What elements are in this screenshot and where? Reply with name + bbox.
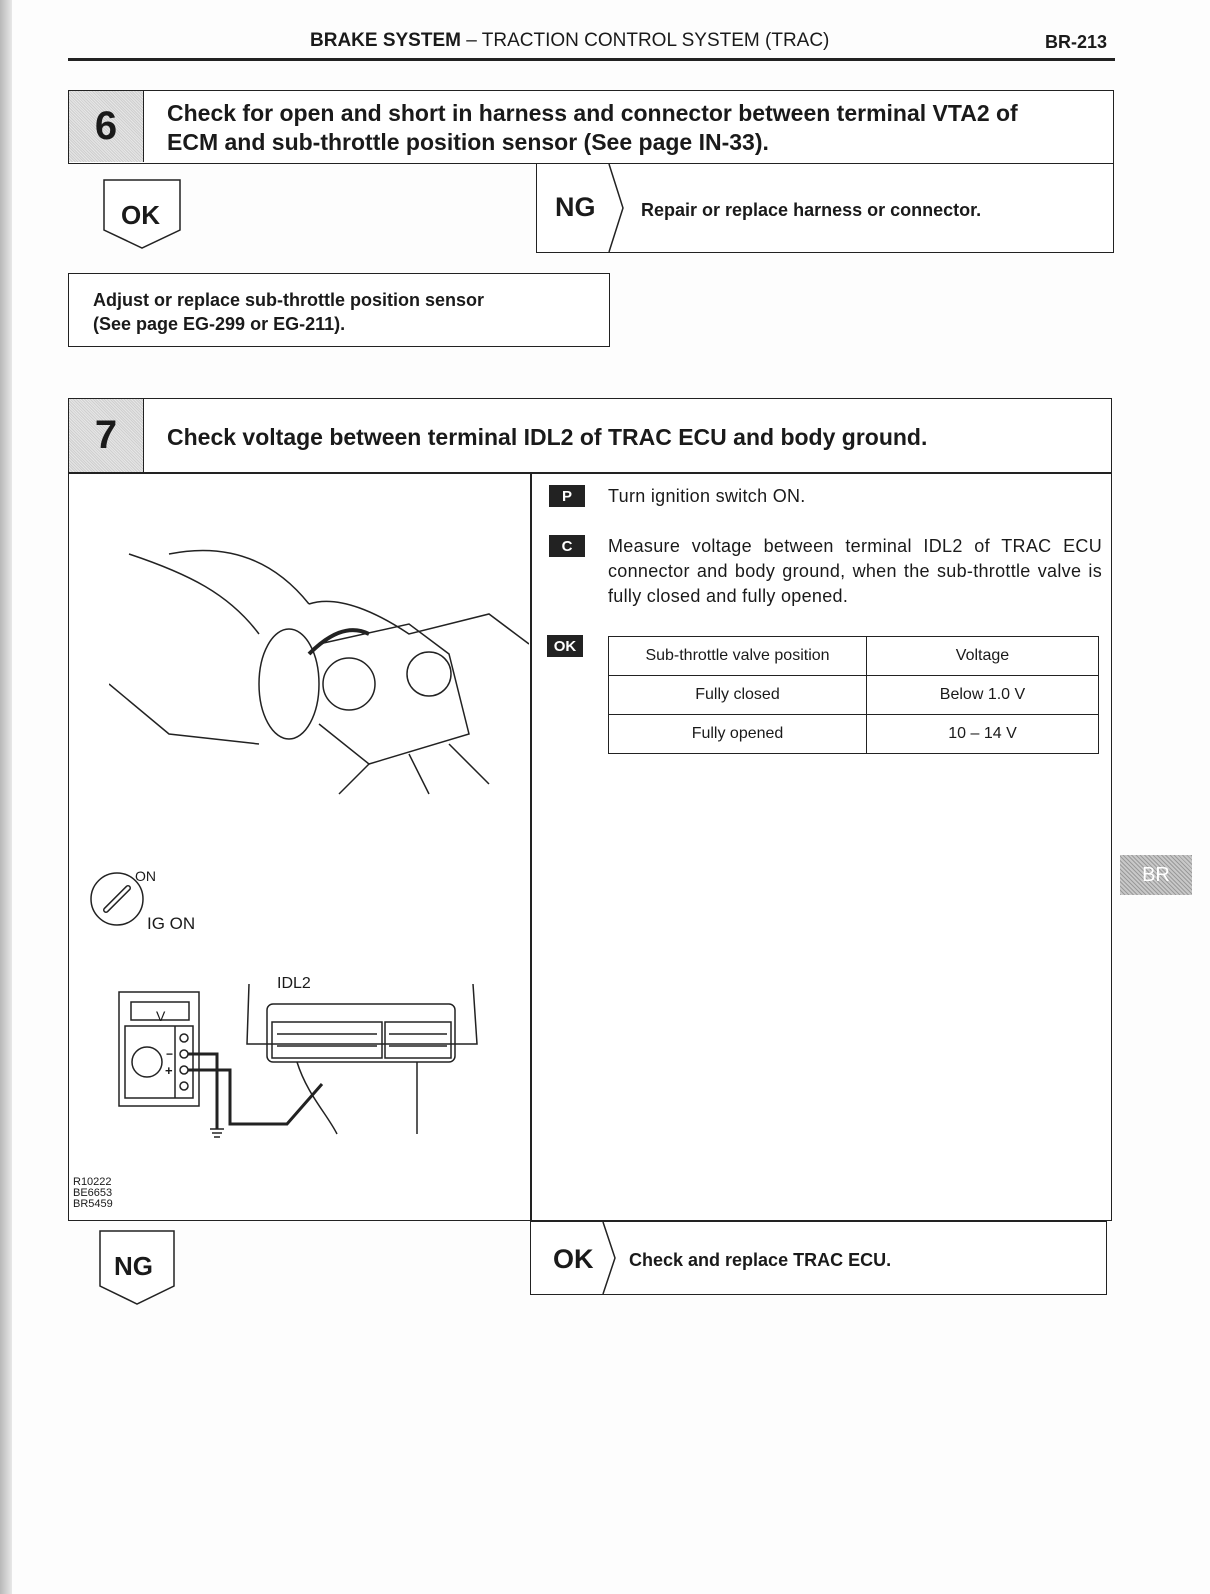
figure-code: BE6653 (73, 1187, 113, 1199)
ok-action (93, 288, 484, 336)
scan-edge (0, 0, 12, 1594)
table-row (609, 676, 1099, 715)
figure-code: R10222 (73, 1176, 112, 1188)
ok-action-line1: Adjust or replace sub-throttle position sensor (93, 290, 485, 310)
switch-on-label: ON (135, 868, 156, 884)
column-header: Sub-throttle valve position (609, 637, 867, 676)
ok-result-box (530, 1221, 1107, 1295)
header-rule (68, 58, 1115, 61)
ng-label: NG (555, 192, 596, 222)
table-cell: 10 – 14 V (867, 715, 1099, 754)
section-title: BRAKE SYSTEM (310, 30, 461, 51)
step-title: Check voltage between terminal IDL2 of TRAC ECU and body ground. (167, 424, 928, 450)
table-header-row (609, 637, 1099, 676)
table-row (609, 715, 1099, 754)
meter-v-label: V (156, 1008, 166, 1024)
table-cell: Fully opened (609, 715, 867, 754)
prep-text: Turn ignition switch ON. (608, 486, 806, 506)
divider (69, 472, 1111, 474)
throttle-illustration (109, 534, 529, 804)
step-number: 6 (69, 91, 144, 162)
step-7-box (68, 398, 1112, 1221)
section-header (310, 30, 829, 52)
divider (530, 472, 532, 1220)
terminal-label: IDL2 (277, 975, 311, 992)
check-badge: C (549, 535, 585, 557)
switch-ig-on-label: IG ON (147, 914, 196, 933)
ok-action-line2: (See page EG-299 or EG-211). (93, 314, 346, 334)
meter-minus: − (166, 1047, 174, 1061)
prep-badge: P (549, 485, 585, 507)
figure-codes (73, 1177, 113, 1210)
ok-label: OK (553, 1244, 594, 1274)
step-6-header (68, 90, 1114, 164)
table-cell: Fully closed (609, 676, 867, 715)
ng-label: NG (114, 1251, 153, 1281)
ok-badge: OK (547, 635, 583, 657)
check-text: Measure voltage between terminal IDL2 of TRAC ECU connector and body ground, when the sub-throttle valve is fully closed and fully opened. (608, 536, 1102, 606)
chevron-divider (601, 1222, 621, 1294)
ng-action: Repair or replace harness or connector. (641, 200, 982, 220)
section-subtitle: – TRACTION CONTROL SYSTEM (TRAC) (460, 30, 830, 51)
ok-label: OK (121, 200, 160, 230)
chevron-divider (607, 164, 627, 252)
step-number: 7 (69, 399, 144, 472)
page-number: BR-213 (1045, 32, 1108, 52)
voltage-spec-table (608, 636, 1099, 754)
section-tab-br: BR (1120, 855, 1192, 895)
step-title: Check for open and short in harness and connector between terminal VTA2 of ECM and sub-throttle position sensor (See page IN-33). (167, 100, 1018, 155)
table-cell: Below 1.0 V (867, 676, 1099, 715)
ok-action: Check and replace TRAC ECU. (629, 1250, 892, 1270)
ok-result-box (68, 273, 610, 347)
meter-plus: + (165, 1063, 173, 1078)
figure-code: BR5459 (73, 1198, 113, 1210)
ng-result-box (536, 163, 1114, 253)
column-header: Voltage (867, 637, 1099, 676)
